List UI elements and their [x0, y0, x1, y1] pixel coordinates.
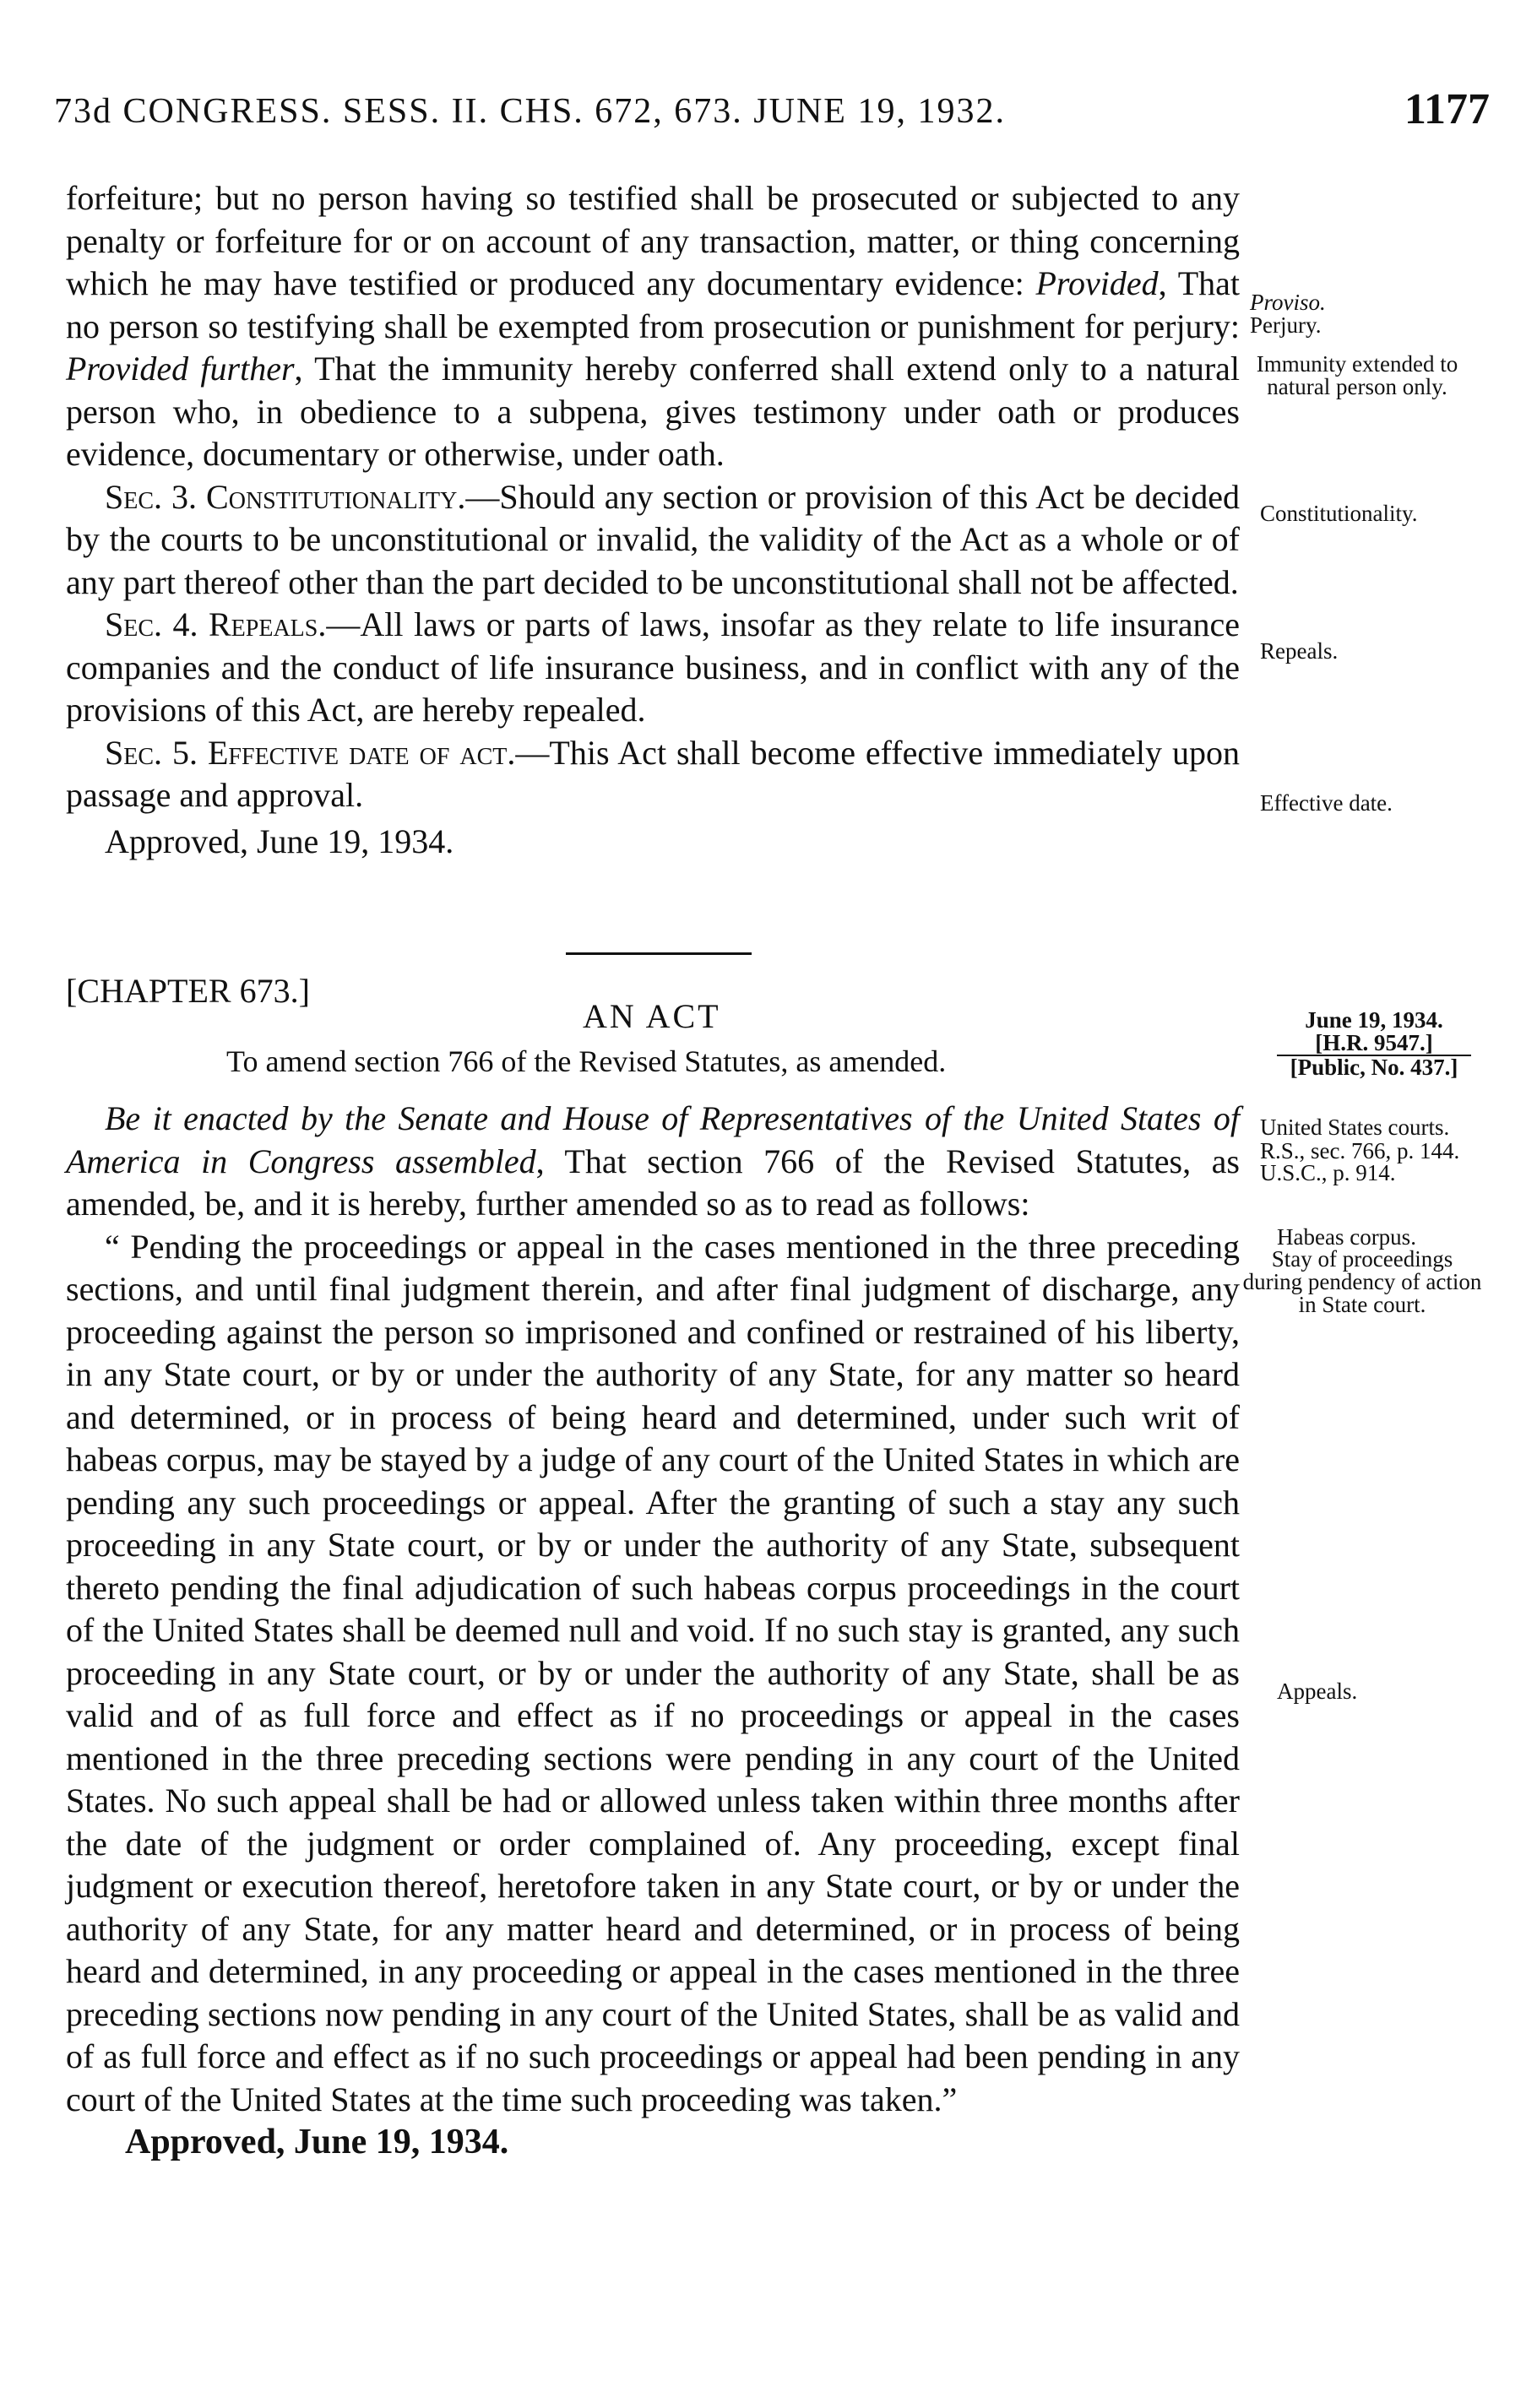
section-divider [566, 952, 752, 955]
side-public-number: [Public, No. 437.] [1290, 1055, 1458, 1080]
approval-line-673: Approved, June 19, 1934. [125, 2123, 509, 2161]
margin-habeas: Habeas corpus. [1277, 1224, 1416, 1250]
margin-perjury: Perjury. [1250, 312, 1322, 338]
margin-appeals: Appeals. [1277, 1679, 1358, 1704]
margin-effective-date: Effective date. [1260, 790, 1393, 816]
act-subtitle: To amend section 766 of the Revised Statutes, as amended. [226, 1044, 947, 1078]
margin-stay: Stay of proceedings during pendency of action in State court. [1242, 1246, 1482, 1317]
margin-repeals: Repeals. [1260, 638, 1339, 664]
margin-constitutionality: Constitutionality. [1260, 501, 1418, 526]
chapter-673-text [66, 1098, 1240, 2164]
page-header [54, 85, 1490, 142]
margin-rs-cite: R.S., sec. 766, p. 144. [1260, 1138, 1460, 1163]
side-date: June 19, 1934. [1305, 1007, 1443, 1033]
margin-us-courts: United States courts. [1260, 1115, 1450, 1140]
paragraph-forfeiture: forfeiture; but no person having so testified shall be prosecuted or subjected to any penalty or forfeiture for or on account of any transaction, matter, or thing concerning which he may have testified or produced any documentary evidence: Provided, That no person so testifying shall be exempted from prosecution or punishment for perjury: Provided further, That the immunity hereby conferred shall extend only to a natural person who, in obedience to a subpena, gives testimony under oath or produces evidence, documentary or otherwise, under oath. [66, 179, 1241, 473]
margin-proviso: Proviso. [1250, 290, 1326, 315]
section-5: Sec. 5. Effective date of act.—This Act shall become effective immediately upon passage and approval. [66, 733, 1240, 814]
chapter-672-text [66, 177, 1240, 863]
margin-immunity: Immunity extended to natural person only. [1256, 351, 1458, 399]
approval-line-672: Approved, June 19, 1934. [105, 822, 454, 860]
side-bill-number: [H.R. 9547.] [1277, 1032, 1471, 1056]
margin-usc-cite: U.S.C., p. 914. [1260, 1160, 1396, 1185]
page-number: 1177 [1404, 85, 1490, 133]
chapter-label: [CHAPTER 673.] [66, 972, 310, 1010]
act-title: AN ACT [583, 997, 721, 1035]
running-head: 73d CONGRESS. SESS. II. CHS. 672, 673. JUNE 19, 1932. [54, 92, 1006, 131]
side-citation [1277, 1009, 1471, 1079]
enacting-clause: Be it enacted by the Senate and House of Representatives of the United States of America in Congress assembled, That section 766 of the Revised Statutes, as amended, be, and it is hereby, further amended so as to read as follows: [66, 1099, 1240, 1223]
section-3: Sec. 3. Constitutionality.—Should any section or provision of this Act be decided by the courts to be unconstitutional or invalid, the validity of the Act as a whole or of any part thereof other than the part decided to be unconstitutional shall not be affected. [66, 477, 1241, 601]
amended-text-quote: “ Pending the proceedings or appeal in the cases mentioned in the three preceding sections, and until final judgment therein, and after final judgment of discharge, any proceeding against the person so imprisoned and confined or restrained of his liberty, in any State court, or by or under the authority of any State, for any matter so heard and determined, or in process of being heard and determined, under such writ of habeas corpus, may be stayed by a judge of any court of the United States in which are pending any such proceedings or appeal. After the granting of such a stay any such proceeding in any State court, or by or under the authority of any State, subsequent thereto pending the final adjudication of such habeas corpus proceedings in the court of the United States shall be deemed null and void. If no such stay is granted, any such proceeding in any State court, or by or under the authority of any State, shall be as valid and of as full force and effect as if no proceedings or appeal in the cases mentioned in the three preceding sections were pending in any court of the United States. No such appeal shall be had or allowed unless taken within three months after the date of the judgment or order complained of. Any proceeding, except final judgment or execution thereof, heretofore taken in any State court, or by or under the authority of any State, for any matter heard and determined, or in process of being heard and determined, in any proceeding or appeal in the cases mentioned in the three preceding sections now pending in any court of the United States, shall be as valid and of as full force and effect as if no such proceedings or appeal had been pending in any court of the United States at the time such proceeding was taken.” [66, 1227, 1240, 2118]
section-4: Sec. 4. Repeals.—All laws or parts of laws, insofar as they relate to life insurance companies and the conduct of life insurance business, and in conflict with any of the provisions of this Act, are hereby repealed. [66, 605, 1240, 729]
